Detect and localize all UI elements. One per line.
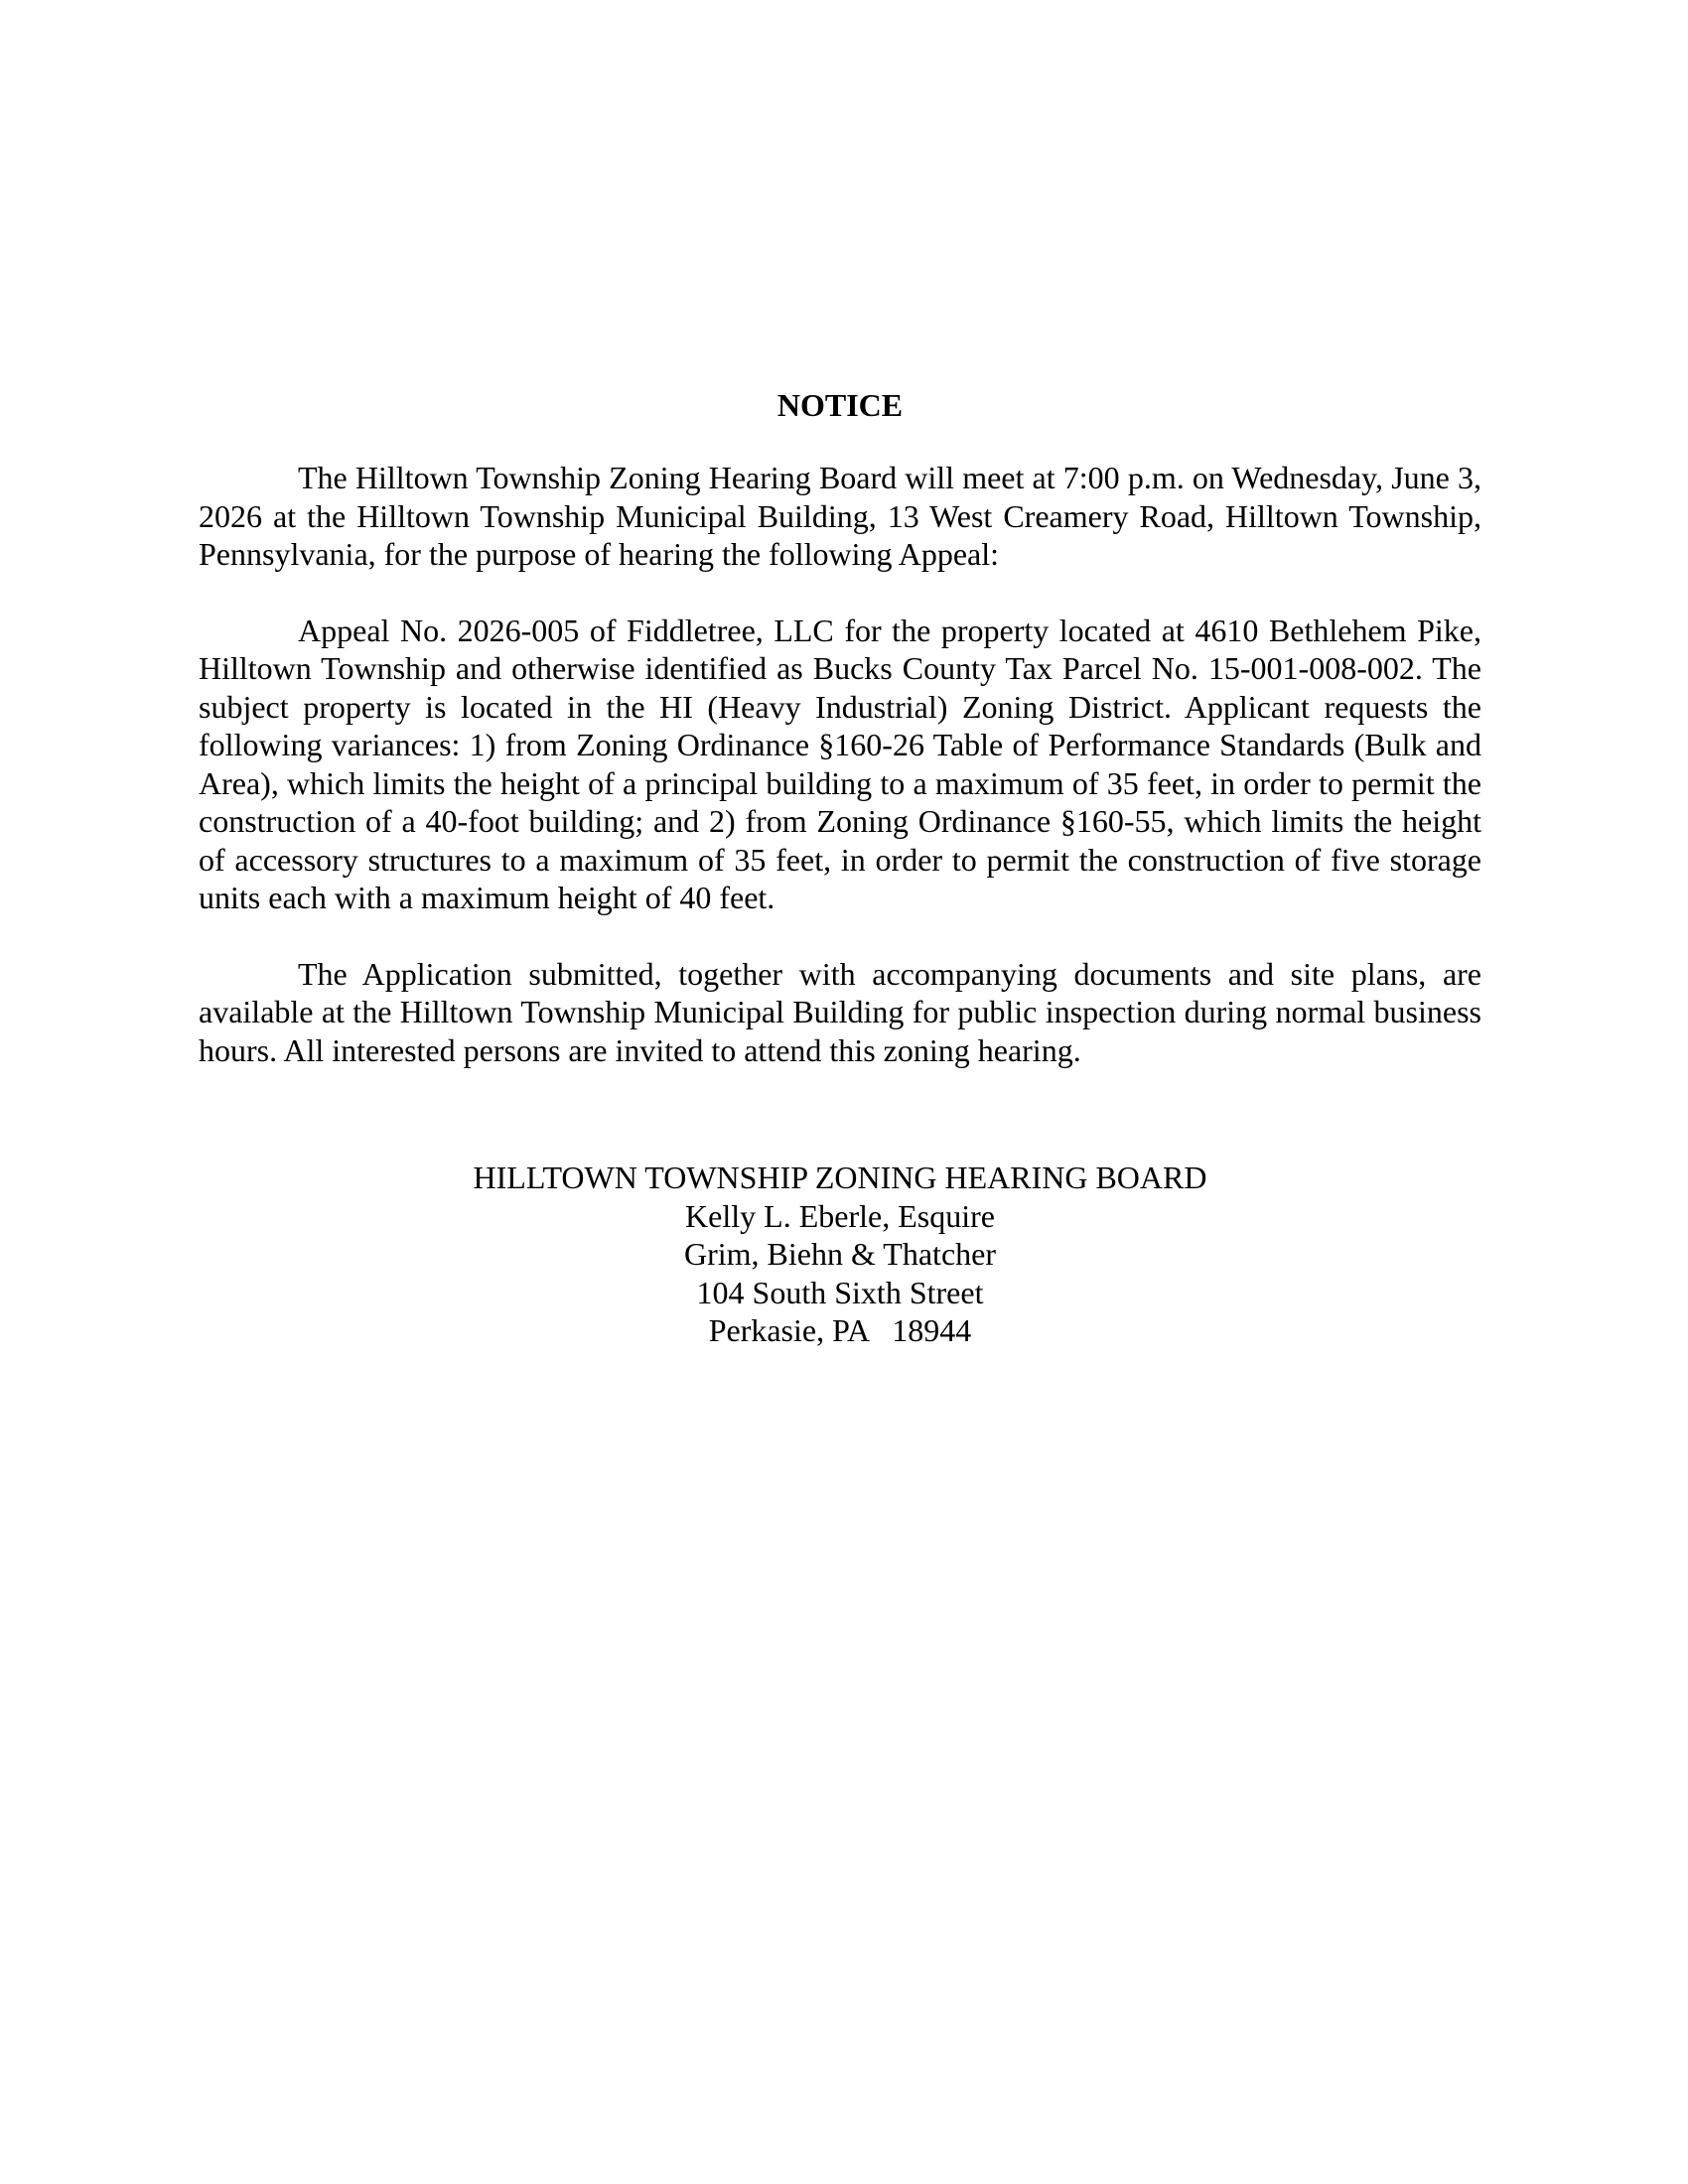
signature-street: 104 South Sixth Street [696, 1274, 984, 1310]
meeting-paragraph: The Hilltown Township Zoning Hearing Board will meet at 7:00 p.m. on Wednesday, June 3, 2026 at the Hilltown Township Municipal Building, 13 West Creamery Road, Hilltown Township, Pennsylvania, for the purpose of hearing the following Appeal: [199, 460, 1481, 572]
signature-name: Kelly L. Eberle, Esquire [685, 1197, 995, 1234]
application-paragraph: The Application submitted, together with accompanying documents and site plans, are available at the Hilltown Township Municipal Building for public inspection during normal business hours. All interested persons are invited to attend this zoning hearing. [199, 955, 1481, 1068]
notice-title: NOTICE [776, 387, 904, 423]
signature-firm: Grim, Biehn & Thatcher [684, 1236, 996, 1272]
signature-block [199, 1159, 1481, 1350]
notice-document [199, 385, 1481, 1350]
signature-city: Perkasie, PA 18944 [708, 1312, 972, 1348]
signature-board: HILLTOWN TOWNSHIP ZONING HEARING BOARD [473, 1160, 1207, 1195]
appeal-paragraph: Appeal No. 2026-005 of Fiddletree, LLC for the property located at 4610 Bethlehem Pike, Hilltown Township and otherwise identified as Bucks County Tax Parcel No. 15-001-008-002. The subject property is located in the HI (Heavy Industrial) Zoning District. Applicant requests the following variances: 1) from Zoning Ordinance §160-26 Table of Performance Standards (Bulk and Area), which limits the height of a principal building to a maximum of 35 feet, in order to permit the construction of a 40-foot building; and 2) from Zoning Ordinance §160-55, which limits the height of accessory structures to a maximum of 35 feet, in order to permit the construction of five storage units each with a maximum height of 40 feet. [199, 612, 1481, 915]
